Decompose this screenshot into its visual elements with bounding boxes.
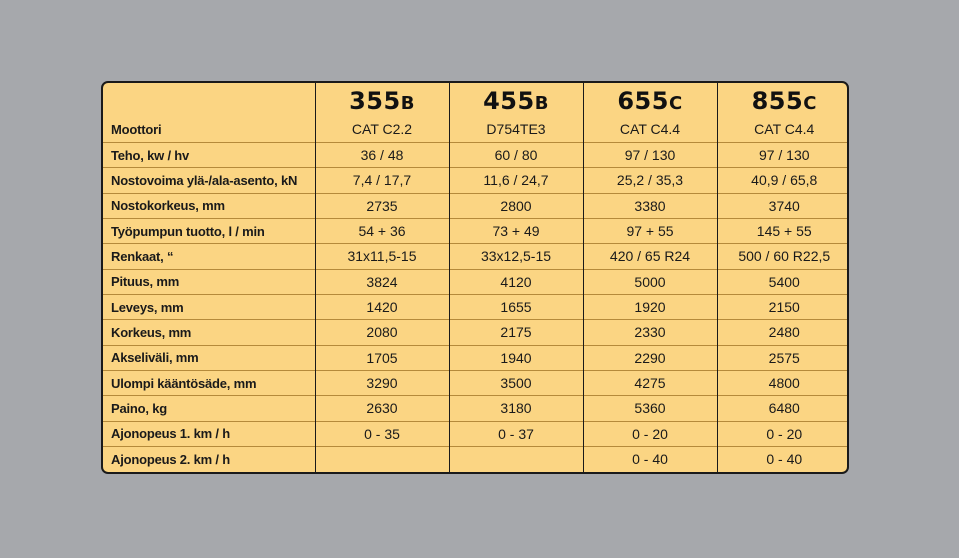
spec-value-cell: 3380 (583, 193, 717, 218)
row-label: Paino, kg (103, 396, 315, 421)
spec-value-cell: 5360 (583, 396, 717, 421)
spec-value-cell: 2575 (717, 345, 849, 370)
spec-row (103, 193, 849, 218)
spec-row (103, 345, 849, 370)
spec-value-cell: D754TE3 (449, 117, 583, 142)
spec-value-cell: 0 - 40 (583, 446, 717, 472)
model-header-655c: 655C (583, 83, 717, 117)
spec-row (103, 446, 849, 472)
spec-row (103, 269, 849, 294)
spec-value-cell: 1655 (449, 294, 583, 319)
spec-value-cell: 0 - 40 (717, 446, 849, 472)
spec-value-cell: 145 + 55 (717, 218, 849, 243)
spec-value-cell: 97 / 130 (717, 142, 849, 167)
spec-value-cell: 0 - 20 (583, 421, 717, 446)
spec-value-cell: 33x12,5-15 (449, 244, 583, 269)
row-label: Korkeus, mm (103, 320, 315, 345)
spec-value-cell (449, 446, 583, 472)
spec-value-cell: 2735 (315, 193, 449, 218)
spec-row (103, 421, 849, 446)
spec-value-cell: 60 / 80 (449, 142, 583, 167)
spec-value-cell: 2800 (449, 193, 583, 218)
row-label: Renkaat, “ (103, 244, 315, 269)
spec-value-cell: 73 + 49 (449, 218, 583, 243)
spec-value-cell: 4800 (717, 370, 849, 395)
row-label: Työpumpun tuotto, l / min (103, 218, 315, 243)
spec-row (103, 370, 849, 395)
model-header-455b: 455B (449, 83, 583, 117)
spec-row (103, 294, 849, 319)
header-corner (103, 83, 315, 117)
spec-row (103, 218, 849, 243)
spec-row (103, 117, 849, 142)
spec-value-cell: 2175 (449, 320, 583, 345)
model-header-355b: 355B (315, 83, 449, 117)
spec-value-cell: 3740 (717, 193, 849, 218)
row-label: Leveys, mm (103, 294, 315, 319)
spec-value-cell: 6480 (717, 396, 849, 421)
row-label: Nostovoima ylä-/ala-asento, kN (103, 168, 315, 193)
spec-value-cell: 420 / 65 R24 (583, 244, 717, 269)
spec-value-cell: 31x11,5-15 (315, 244, 449, 269)
spec-value-cell: 2080 (315, 320, 449, 345)
spec-value-cell: 4120 (449, 269, 583, 294)
spec-row (103, 168, 849, 193)
spec-value-cell: CAT C2.2 (315, 117, 449, 142)
spec-value-cell: 7,4 / 17,7 (315, 168, 449, 193)
spec-value-cell: 2290 (583, 345, 717, 370)
spec-value-cell: 3180 (449, 396, 583, 421)
spec-grid (103, 83, 849, 472)
row-label: Moottori (111, 121, 162, 137)
spec-table (101, 81, 849, 474)
row-label: Ajonopeus 2. km / h (103, 446, 315, 472)
spec-row (103, 142, 849, 167)
spec-value-cell: 2480 (717, 320, 849, 345)
spec-value-cell: 1940 (449, 345, 583, 370)
spec-value-cell: 3824 (315, 269, 449, 294)
spec-value-cell: CAT C4.4 (583, 117, 717, 142)
row-label: Ajonopeus 1. km / h (103, 421, 315, 446)
spec-value-cell: 97 + 55 (583, 218, 717, 243)
spec-row (103, 244, 849, 269)
model-header-855c: 855C (717, 83, 849, 117)
spec-value-cell: 500 / 60 R22,5 (717, 244, 849, 269)
row-label: Akseliväli, mm (103, 345, 315, 370)
spec-value-cell: 5000 (583, 269, 717, 294)
spec-value-cell: 2630 (315, 396, 449, 421)
row-label: Ulompi kääntösäde, mm (103, 370, 315, 395)
spec-value-cell: 1420 (315, 294, 449, 319)
spec-value-cell (315, 446, 449, 472)
row-label: Pituus, mm (103, 269, 315, 294)
spec-row (103, 396, 849, 421)
spec-value-cell: 0 - 37 (449, 421, 583, 446)
spec-value-cell: 4275 (583, 370, 717, 395)
spec-value-cell: 25,2 / 35,3 (583, 168, 717, 193)
spec-value-cell: CAT C4.4 (717, 117, 849, 142)
spec-value-cell: 5400 (717, 269, 849, 294)
spec-value-cell: 54 + 36 (315, 218, 449, 243)
spec-value-cell: 1920 (583, 294, 717, 319)
spec-value-cell: 0 - 35 (315, 421, 449, 446)
spec-value-cell: 3290 (315, 370, 449, 395)
row-label: Teho, kw / hv (103, 142, 315, 167)
spec-value-cell: 2150 (717, 294, 849, 319)
row-label: Nostokorkeus, mm (103, 193, 315, 218)
spec-value-cell: 40,9 / 65,8 (717, 168, 849, 193)
spec-value-cell: 0 - 20 (717, 421, 849, 446)
spec-row (103, 320, 849, 345)
spec-value-cell: 36 / 48 (315, 142, 449, 167)
model-header-row (103, 83, 849, 117)
spec-value-cell: 2330 (583, 320, 717, 345)
spec-value-cell: 3500 (449, 370, 583, 395)
spec-value-cell: 1705 (315, 345, 449, 370)
spec-value-cell: 11,6 / 24,7 (449, 168, 583, 193)
spec-value-cell: 97 / 130 (583, 142, 717, 167)
